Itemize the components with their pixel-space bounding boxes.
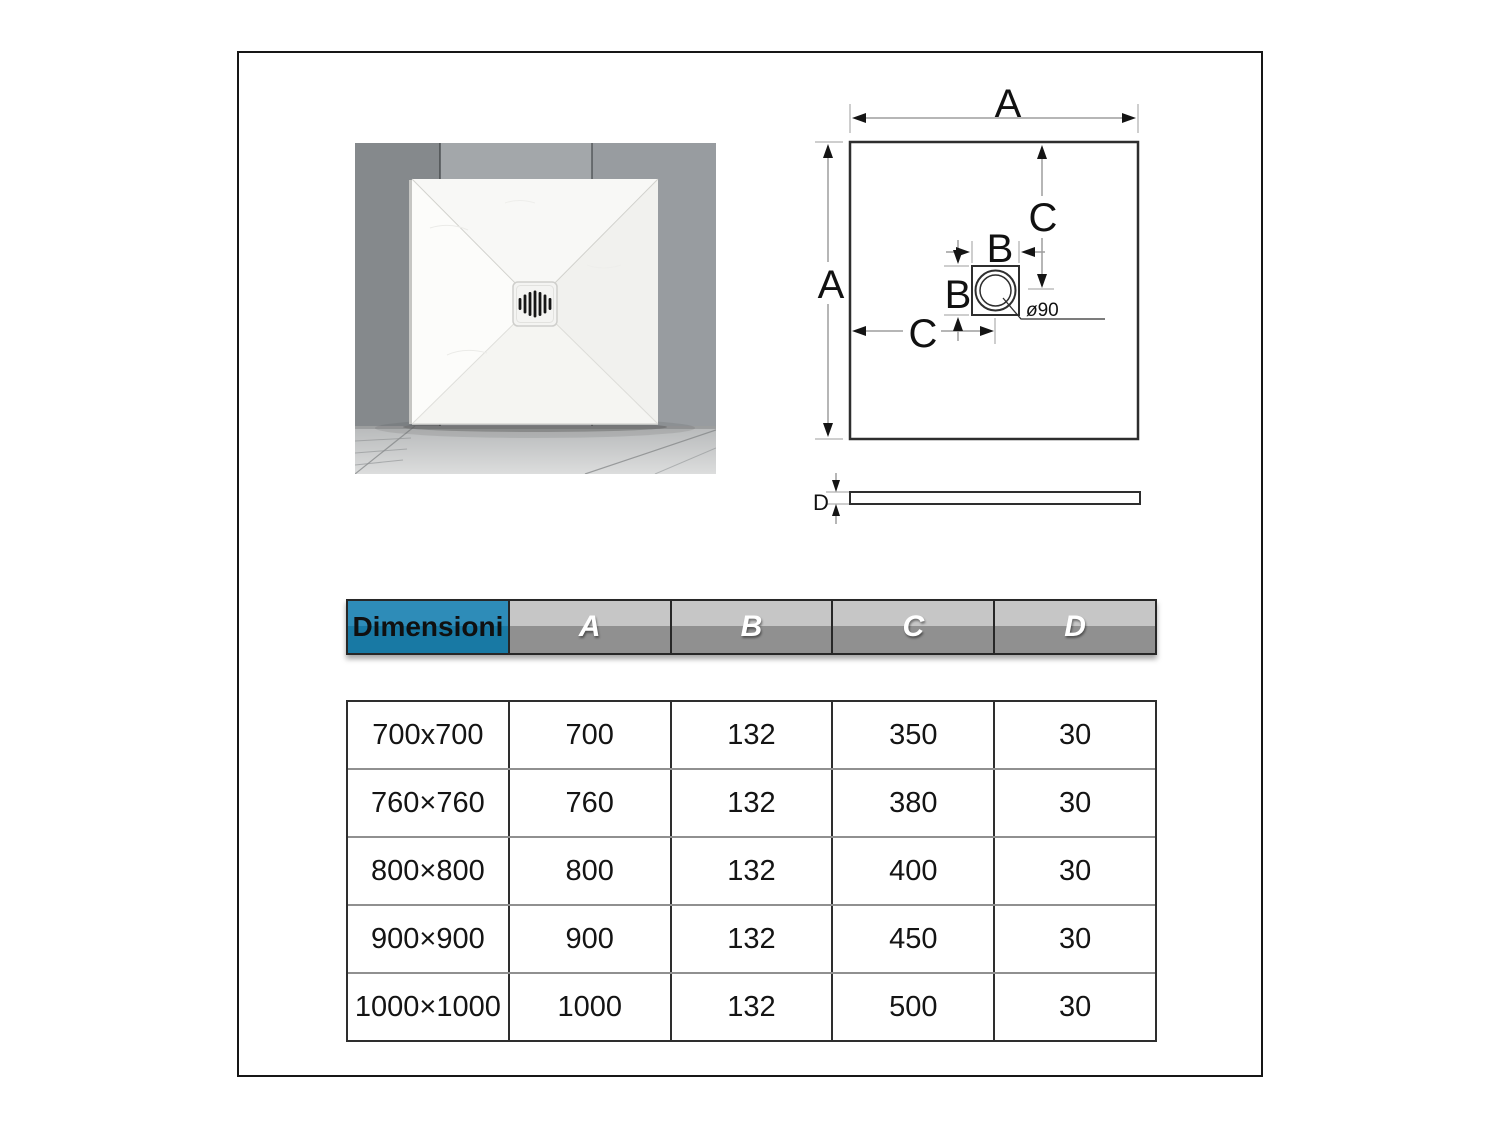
size-cell: 760×760 <box>348 770 510 836</box>
dimension-diagram <box>788 58 1172 538</box>
header-cell-b: B <box>672 601 834 653</box>
drain-cover <box>513 282 557 326</box>
value-cell: 1000 <box>510 974 672 1040</box>
dim-label-width-top: A <box>994 82 1022 126</box>
value-cell: 450 <box>833 906 995 972</box>
dim-label-drain-diameter: ø90 <box>1026 300 1059 321</box>
value-cell: 700 <box>510 702 672 768</box>
header-cell-c: C <box>833 601 995 653</box>
value-cell: 132 <box>672 974 834 1040</box>
table-row <box>348 768 1155 836</box>
dim-label-thickness: D <box>813 490 829 515</box>
profile-view-outline <box>850 492 1140 504</box>
header-cell-a: A <box>510 601 672 653</box>
table-row <box>348 904 1155 972</box>
value-cell: 380 <box>833 770 995 836</box>
dim-label-height-left: A <box>817 263 845 307</box>
size-cell: 700x700 <box>348 702 510 768</box>
value-cell: 132 <box>672 906 834 972</box>
spec-table-header <box>346 599 1157 655</box>
dim-label-drain-width: B <box>986 227 1014 271</box>
size-cell: 800×800 <box>348 838 510 904</box>
value-cell: 30 <box>1058 786 1092 819</box>
value-cell: 400 <box>833 838 995 904</box>
value-cell: 30 <box>1058 922 1092 955</box>
dim-label-drain-from-top: C <box>1028 196 1058 240</box>
header-cell-dimensioni: Dimensioni <box>348 601 510 653</box>
value-cell: 30 <box>1058 854 1092 887</box>
value-cell: 900 <box>510 906 672 972</box>
value-cell: 760 <box>510 770 672 836</box>
value-cell: 30 <box>1058 990 1092 1023</box>
value-cell: 132 <box>672 838 834 904</box>
size-cell: 900×900 <box>348 906 510 972</box>
photo-floor <box>355 418 716 474</box>
value-cell: 132 <box>672 702 834 768</box>
header-cell-d: D <box>995 601 1155 653</box>
size-cell: 1000×1000 <box>348 974 510 1040</box>
dim-label-drain-height: B <box>944 273 972 317</box>
table-row <box>348 836 1155 904</box>
spec-table-body <box>346 700 1157 1042</box>
product-photo <box>355 143 716 474</box>
value-cell: 30 <box>1058 718 1092 751</box>
value-cell: 800 <box>510 838 672 904</box>
value-cell: 132 <box>672 770 834 836</box>
table-row <box>348 972 1155 1040</box>
value-cell: 500 <box>833 974 995 1040</box>
value-cell: 350 <box>833 702 995 768</box>
table-row <box>348 702 1155 768</box>
dim-label-drain-from-left: C <box>908 312 938 356</box>
